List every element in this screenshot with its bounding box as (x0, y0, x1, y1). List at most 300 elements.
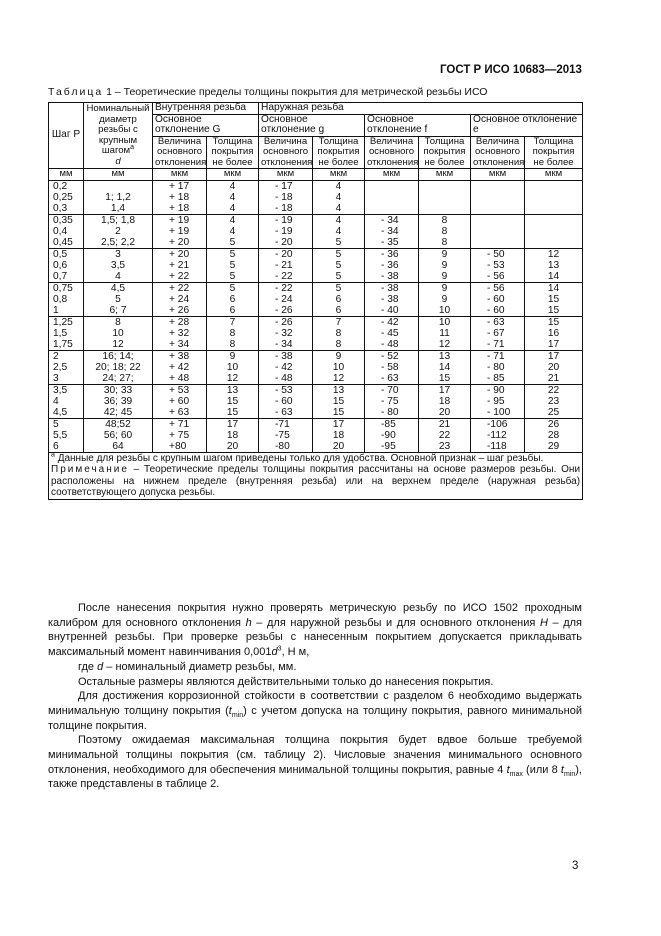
table-cell-gt (313, 282, 365, 316)
cell-value: 25 (547, 406, 560, 418)
table-cell-gt (313, 180, 365, 214)
table-row (49, 248, 583, 282)
cell-value: 8 (335, 338, 342, 350)
cell-value: 3 (53, 372, 59, 384)
cell-value: 3,5 (53, 384, 68, 396)
table-cell-Gt (207, 384, 259, 418)
cell-value: 17 (332, 418, 345, 430)
table-cell-g (259, 180, 313, 214)
unit-cell: мм (49, 169, 84, 181)
cell-value: - 63 (487, 316, 505, 328)
unit-cell: мкм (313, 169, 365, 181)
table-cell-e (471, 180, 525, 214)
cell-value (381, 203, 416, 214)
cell-value: 1,5 (53, 327, 68, 339)
table-row (49, 282, 583, 316)
table-cell-Gt (207, 214, 259, 248)
table-cell-ft (419, 180, 471, 214)
cell-value: 20 (438, 406, 451, 418)
text-run: , Н м, (281, 646, 310, 659)
cell-value: 22 (438, 429, 451, 441)
text-run: d (271, 646, 278, 659)
cell-value: 17 (438, 384, 451, 396)
cell-value: 21 (547, 372, 560, 384)
cell-value: - 60 (487, 304, 505, 316)
table-cell-p (49, 214, 84, 248)
cell-value: - 42 (275, 361, 293, 373)
cell-value: 15 (547, 293, 560, 305)
cell-value: 0,25 (53, 191, 73, 203)
cell-value: 6 (229, 304, 236, 316)
table-cell-ft (419, 282, 471, 316)
table-data (49, 180, 583, 452)
table-cell-Gt (207, 418, 259, 452)
header-value: Величина основного отклонения (471, 136, 525, 169)
cell-value: -80 (275, 440, 290, 452)
header-value: Величина основного отклонения (259, 136, 313, 169)
cell-value: - 36 (381, 248, 399, 260)
table-cell-p (49, 248, 84, 282)
header-nominal-label: Номинальный диаметр резьбы с крупным шагом (86, 103, 150, 156)
cell-value: 14 (547, 282, 560, 294)
cell-value: + 26 (169, 304, 190, 316)
cell-value: 20 (332, 440, 345, 452)
cell-value: 12 (438, 338, 451, 350)
cell-value: 11 (439, 327, 450, 339)
cell-value: - 90 (487, 384, 505, 396)
cell-value: - 35 (381, 236, 399, 248)
cell-value: - 32 (275, 327, 293, 339)
header-nominal-d: d (115, 155, 121, 167)
cell-value: 10 (438, 304, 451, 316)
cell-value: + 28 (169, 316, 190, 328)
cell-value: -112 (487, 429, 507, 441)
cell-value: - 50 (487, 248, 505, 260)
document-id: ГОСТ Р ИСО 10683—2013 (440, 64, 582, 76)
header-row-1 (49, 103, 583, 115)
unit-cell: мкм (365, 169, 419, 181)
cell-value: 4 (335, 191, 342, 203)
header-dev-f: Основное отклонение f (365, 114, 471, 136)
table-cell-ft (419, 418, 471, 452)
cell-value: 0,8 (53, 293, 68, 305)
table-cell-et (525, 282, 583, 316)
cell-value: - 26 (275, 316, 293, 328)
cell-value: 1,5; 1,8 (101, 214, 135, 226)
cell-value: -106 (487, 418, 508, 430)
table-cell-e (471, 214, 525, 248)
cell-value: 20 (226, 440, 239, 452)
cell-value: - 18 (275, 191, 293, 203)
unit-cell: мкм (419, 169, 471, 181)
cell-value: 0,2 (53, 180, 68, 192)
cell-value: - 60 (275, 395, 293, 407)
cell-value: + 24 (169, 293, 190, 305)
cell-value: - 48 (381, 338, 399, 350)
table-row (49, 418, 583, 452)
cell-value: 18 (226, 429, 239, 441)
text-run: h (245, 616, 252, 629)
cell-value: - 20 (275, 248, 293, 260)
table-cell-G (153, 350, 207, 384)
table-cell-p (49, 180, 84, 214)
text-run: H (539, 616, 548, 629)
cell-value: 4 (115, 270, 121, 282)
cell-value: 5 (335, 248, 342, 260)
table-cell-g (259, 282, 313, 316)
text-run: d (97, 660, 104, 673)
cell-value: 5 (335, 259, 342, 271)
cell-value: + 22 (169, 270, 190, 282)
table-cell-f (365, 214, 419, 248)
thickness-table (48, 102, 583, 500)
cell-value: 28 (547, 429, 560, 441)
table-cell-gt (313, 248, 365, 282)
table-cell-G (153, 282, 207, 316)
table-cell-p (49, 418, 84, 452)
unit-cell: мкм (207, 169, 259, 181)
cell-value: 1; 1,2 (105, 191, 131, 203)
table-cell-f (365, 316, 419, 350)
cell-value: 12 (112, 338, 124, 350)
cell-value: 15 (332, 395, 345, 407)
header-internal: Внутренняя резьба (153, 103, 259, 115)
cell-value: 64 (112, 440, 124, 452)
cell-value: - 38 (381, 293, 399, 305)
cell-value: - 19 (275, 214, 293, 226)
cell-value: -118 (487, 440, 507, 452)
table-cell-Gt (207, 248, 259, 282)
cell-value: 13 (547, 259, 560, 271)
header-thick: Толщина покрытия не более (313, 136, 365, 169)
table-cell-ft (419, 316, 471, 350)
cell-value: 4 (229, 214, 236, 226)
cell-value: -85 (381, 418, 396, 430)
cell-value: 15 (332, 406, 345, 418)
cell-value (487, 215, 522, 226)
header-external: Наружная резьба (259, 103, 583, 115)
unit-cell: мкм (259, 169, 313, 181)
cell-value: - 100 (487, 406, 511, 418)
cell-value: 8 (441, 236, 448, 248)
cell-value: 7 (335, 316, 342, 328)
table-cell-g (259, 316, 313, 350)
text-run: Поэтому ожидаемая максимальная толщина покрытия будет вдвое больше требуемой минимальной толщины покрытия (см. таблицу 2). Числовые значения минимального основного отклонения, необходимого для обеспечения минимальной толщины покрытия, равные 4 (48, 734, 582, 776)
cell-value: - 36 (381, 259, 399, 271)
caption-number: 1 (106, 86, 112, 98)
header-thick: Толщина покрытия не более (207, 136, 259, 169)
table-cell-ft (419, 350, 471, 384)
cell-value: + 71 (169, 418, 190, 430)
table-cell-p (49, 316, 84, 350)
cell-value: 14 (438, 361, 451, 373)
text-run: (или 8 (522, 763, 561, 776)
cell-value (487, 181, 522, 192)
cell-value: 10 (438, 316, 451, 328)
cell-value (487, 237, 522, 248)
cell-value: + 63 (169, 406, 190, 418)
cell-value: - 56 (487, 270, 505, 282)
text-run: min (563, 770, 576, 778)
footnote-cell (49, 452, 583, 499)
unit-cell: мкм (153, 169, 207, 181)
cell-value: 10 (112, 327, 124, 339)
note-label: Примечание (51, 464, 129, 476)
cell-value: 0,35 (53, 214, 73, 226)
page-number: 3 (572, 860, 579, 872)
paragraph (48, 733, 582, 792)
cell-value: - 38 (381, 270, 399, 282)
table-row (49, 384, 583, 418)
cell-value (527, 237, 580, 248)
cell-value: 17 (226, 418, 239, 430)
header-thick: Толщина покрытия не более (525, 136, 583, 169)
cell-value: 30; 33 (103, 384, 133, 396)
table-cell-et (525, 316, 583, 350)
table-cell-d (84, 418, 153, 452)
cell-value: + 34 (169, 338, 190, 350)
table-cell-Gt (207, 180, 259, 214)
cell-value (421, 192, 468, 203)
table-row (49, 350, 583, 384)
text-run: t (506, 763, 510, 776)
cell-value: 5 (335, 236, 342, 248)
cell-value: - 21 (275, 259, 293, 271)
cell-value: 13 (332, 384, 345, 396)
cell-value: 6 (53, 440, 59, 452)
cell-value (527, 215, 580, 226)
body-text (48, 601, 582, 792)
cell-value: -95 (381, 440, 396, 452)
cell-value: - 71 (487, 338, 505, 350)
table-cell-d (84, 282, 153, 316)
text-run: – для внутренней резьбы. При проверке резьбы с нанесенным покрытием допускается прикладывать максимальный момент навинчивания 0,001 (48, 616, 582, 659)
cell-value: - 20 (275, 236, 293, 248)
cell-value: + 20 (169, 248, 190, 260)
cell-value: + 17 (169, 180, 190, 192)
header-nominal (84, 103, 153, 169)
table-cell-p (49, 384, 84, 418)
table-cell-f (365, 418, 419, 452)
cell-value: 7 (229, 316, 236, 328)
text-run: ), также представлены в таблице 2. (48, 763, 582, 791)
cell-value: - 70 (381, 384, 399, 396)
table-cell-gt (313, 214, 365, 248)
cell-value: 5 (229, 282, 236, 294)
cell-value: 0,4 (53, 225, 68, 237)
cell-value: 13 (438, 350, 451, 362)
cell-value: 9 (229, 350, 236, 362)
cell-value: 14 (547, 270, 560, 282)
cell-value: - 18 (275, 202, 293, 214)
caption-prefix: Таблица (48, 86, 104, 98)
paragraph: Остальные размеры являются действительными только до нанесения покрытия. (78, 675, 494, 688)
cell-value (527, 226, 580, 237)
cell-value: - 34 (381, 225, 399, 237)
cell-value: 0,75 (53, 282, 73, 294)
cell-value: 9 (441, 248, 448, 260)
cell-value: 4 (53, 395, 59, 407)
table-cell-G (153, 248, 207, 282)
table-cell-f (365, 180, 419, 214)
table-cell-et (525, 214, 583, 248)
cell-value: 5 (229, 248, 236, 260)
footnote-row (49, 452, 583, 499)
cell-value: + 48 (169, 372, 190, 384)
cell-value: + 19 (169, 225, 190, 237)
cell-value: 1,25 (53, 316, 73, 328)
table-cell-d (84, 350, 153, 384)
cell-value: 2,5; 2,2 (101, 236, 135, 248)
cell-value: 23 (547, 395, 560, 407)
table-cell-g (259, 418, 313, 452)
cell-value: -75 (275, 429, 290, 441)
text-run: Для достижения коррозионной стойкости в соответствии с разделом 6 необходимо выдержать минимальную толщину покрытия ( (48, 690, 582, 717)
cell-value: 12 (332, 372, 345, 384)
table-cell-gt (313, 316, 365, 350)
table-cell-p (49, 282, 84, 316)
cell-value: 48;52 (105, 418, 131, 430)
cell-value: - 80 (381, 406, 399, 418)
cell-value: 5 (229, 259, 236, 271)
paragraph (48, 689, 582, 733)
cell-value: - 52 (381, 350, 399, 362)
header-dev-e: Основное отклонение e (471, 114, 583, 136)
caption-title: – Теоретические пределы толщины покрытия для метрической резьбы ИСО (114, 86, 488, 98)
cell-value: 8 (229, 327, 236, 339)
cell-value: - 22 (275, 282, 293, 294)
cell-value: 29 (547, 440, 560, 452)
cell-value: - 67 (487, 327, 505, 339)
header-dev-g: Основное отклонение g (259, 114, 365, 136)
cell-value: 8 (229, 338, 236, 350)
cell-value: - 63 (381, 372, 399, 384)
table-cell-d (84, 384, 153, 418)
cell-value: 4 (229, 202, 236, 214)
cell-value (487, 226, 522, 237)
cell-value: 9 (441, 293, 448, 305)
cell-value: - 26 (275, 304, 293, 316)
header-value: Величина основного отклонения (153, 136, 207, 169)
cell-value: + 20 (169, 236, 190, 248)
cell-value: - 42 (381, 316, 399, 328)
cell-value: 5 (115, 293, 121, 305)
cell-value: 12 (226, 372, 239, 384)
cell-value: - 75 (381, 395, 399, 407)
header-thick: Толщина покрытия не более (419, 136, 471, 169)
header-dev-G: Основное отклонение G (153, 114, 259, 136)
cell-value (527, 181, 580, 192)
cell-value: 15 (226, 395, 239, 407)
header-value: Величина основного отклонения (365, 136, 419, 169)
cell-value: 2,5 (53, 361, 68, 373)
table-cell-Gt (207, 316, 259, 350)
cell-value: 16 (547, 327, 560, 339)
cell-value: 20; 18; 22 (95, 361, 141, 373)
table-cell-e (471, 384, 525, 418)
unit-cell: мкм (471, 169, 525, 181)
cell-value: + 60 (169, 395, 190, 407)
units-row (49, 169, 583, 181)
cell-value: 4 (335, 225, 342, 237)
cell-value: 4 (335, 180, 342, 192)
cell-value: + 19 (169, 214, 190, 226)
table-cell-G (153, 316, 207, 350)
text-run: t (560, 763, 564, 776)
table-row (49, 180, 583, 214)
cell-value: - 71 (487, 350, 505, 362)
cell-value: 6 (335, 304, 342, 316)
cell-value: - 34 (275, 338, 293, 350)
cell-value: 9 (441, 270, 448, 282)
table-cell-f (365, 248, 419, 282)
table-cell-g (259, 248, 313, 282)
footnote-marker: a (51, 451, 55, 459)
cell-value: 1 (53, 304, 59, 316)
cell-value: 6 (335, 293, 342, 305)
cell-value: 6 (229, 293, 236, 305)
cell-value: 10 (226, 361, 239, 373)
table-cell-p (49, 350, 84, 384)
cell-value (527, 192, 580, 203)
cell-value: 20 (547, 361, 560, 373)
cell-value: + 75 (169, 429, 190, 441)
text-run: max (509, 770, 523, 778)
cell-value: 4 (229, 191, 236, 203)
cell-value: 6; 7 (109, 304, 127, 316)
cell-value: 4,5 (110, 282, 126, 294)
cell-value: 15 (547, 304, 560, 316)
cell-value: + 18 (169, 191, 190, 203)
cell-value: 26 (547, 418, 560, 430)
table-cell-d (84, 214, 153, 248)
cell-value: 5 (335, 282, 342, 294)
cell-value: 1,75 (53, 338, 73, 350)
cell-value: -71 (275, 418, 290, 430)
table-row (49, 316, 583, 350)
cell-value: 5 (229, 236, 236, 248)
cell-value: 0,6 (53, 259, 68, 271)
cell-value: 9 (335, 350, 342, 362)
cell-value: - 63 (275, 406, 293, 418)
cell-value: +80 (169, 440, 187, 452)
text-run: t (228, 704, 232, 717)
table-cell-gt (313, 384, 365, 418)
cell-value: - 53 (275, 384, 293, 396)
cell-value: + 21 (169, 259, 190, 271)
cell-value (381, 181, 416, 192)
cell-value (487, 192, 522, 203)
cell-value: - 34 (381, 214, 399, 226)
cell-value: 21 (438, 418, 451, 430)
cell-value: 8 (441, 214, 448, 226)
cell-value: 0,3 (53, 202, 68, 214)
cell-value: 4 (335, 202, 342, 214)
cell-value: + 18 (169, 202, 190, 214)
text-run: min (231, 712, 244, 720)
header-step (49, 103, 84, 169)
table-cell-e (471, 418, 525, 452)
table-cell-et (525, 248, 583, 282)
cell-value: 17 (547, 338, 560, 350)
cell-value: 0,5 (53, 248, 68, 260)
cell-value: 9 (441, 259, 448, 271)
table-cell-et (525, 418, 583, 452)
cell-value: 4 (229, 225, 236, 237)
table-cell-G (153, 418, 207, 452)
table-cell-et (525, 180, 583, 214)
cell-value: - 80 (487, 361, 505, 373)
